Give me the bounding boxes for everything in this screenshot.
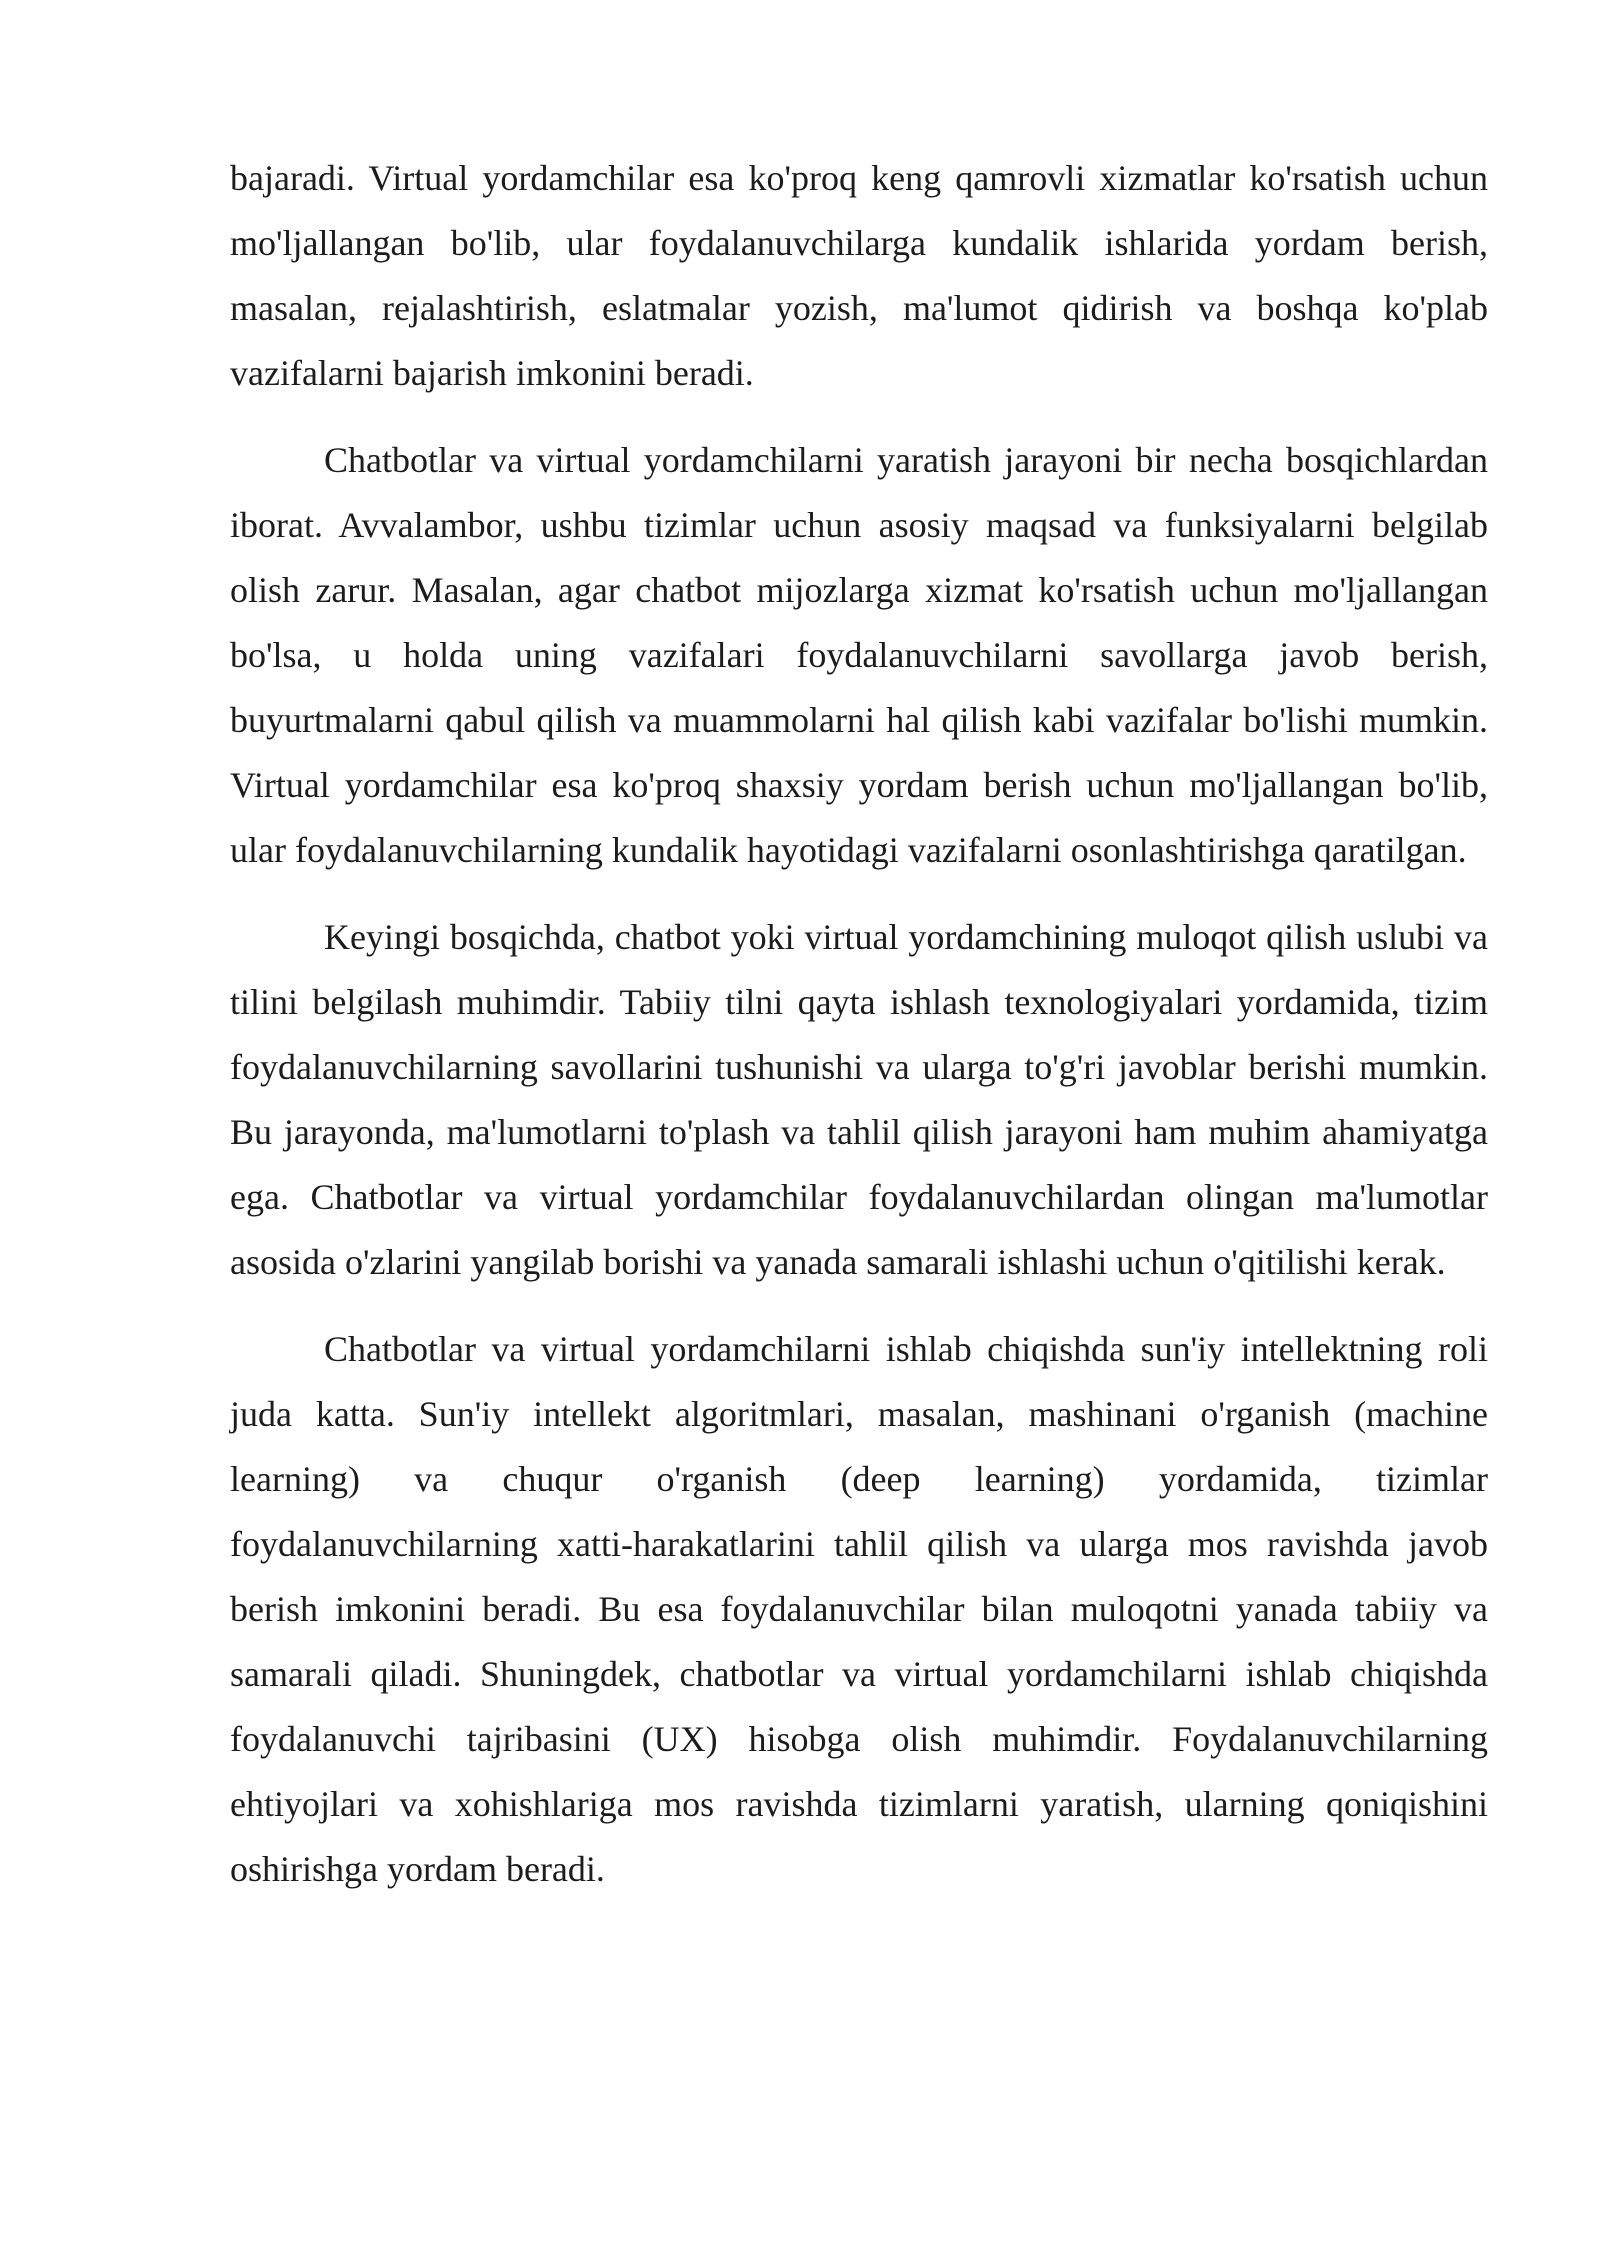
paragraph-ai-role: Chatbotlar va virtual yordamchilarni ishlab chiqishda sun'iy intellektning roli juda katta. Sun'iy intellekt algoritmlari, masalan, mashinani o'rganish (machine learning) va chuqur o'rganish (deep learning) yordamida, tizimlar foydalanuvchilarning xatti-harakatlarini tahlil qilish va ularga mos ravishda javob berish imkonini beradi. Bu esa foydalanuvchilar bilan muloqotni yanada tabiiy va samarali qiladi. Shuningdek, chatbotlar va virtual yordamchilarni ishlab chiqishda foydalanuvchi tajribasini (UX) hisobga olish muhimdir. Foydalanuvchilarning ehtiyojlari va xohishlariga mos ravishda tizimlarni yaratish, ularning qoniqishini oshirishga yordam beradi. xyxy=(230,1329,1488,1889)
document-body xyxy=(230,146,1488,1924)
paragraph-chatbot-creation-stages: Chatbotlar va virtual yordamchilarni yaratish jarayoni bir necha bosqichlardan iborat. Avvalambor, ushbu tizimlar uchun asosiy maqsad va funksiyalarni belgilab olish zarur. Masalan, agar chatbot mijozlarga xizmat ko'rsatish uchun mo'ljallangan bo'lsa, u holda uning vazifalari foydalanuvchilarni savollarga javob berish, buyurtmalarni qabul qilish va muammolarni hal qilish kabi vazifalar bo'lishi mumkin. Virtual yordamchilar esa ko'proq shaxsiy yordam berish uchun mo'ljallangan bo'lib, ular foydalanuvchilarning kundalik hayotidagi vazifalarni osonlashtirishga qaratilgan. xyxy=(230,440,1488,870)
paragraph-communication-style: Keyingi bosqichda, chatbot yoki virtual yordamchining muloqot qilish uslubi va tilini belgilash muhimdir. Tabiiy tilni qayta ishlash texnologiyalari yordamida, tizim foydalanuvchilarning savollarini tushunishi va ularga to'g'ri javoblar berishi mumkin. Bu jarayonda, ma'lumotlarni to'plash va tahlil qilish jarayoni ham muhim ahamiyatga ega. Chatbotlar va virtual yordamchilar foydalanuvchilardan olingan ma'lumotlar asosida o'zlarini yangilab borishi va yanada samarali ishlashi uchun o'qitilishi kerak. xyxy=(230,917,1488,1282)
paragraph-continuation: bajaradi. Virtual yordamchilar esa ko'proq keng qamrovli xizmatlar ko'rsatish uchun mo'ljallangan bo'lib, ular foydalanuvchilarga kundalik ishlarida yordam berish, masalan, rejalashtirish, eslatmalar yozish, ma'lumot qidirish va boshqa ko'plab vazifalarni bajarish imkonini beradi. xyxy=(230,158,1488,393)
